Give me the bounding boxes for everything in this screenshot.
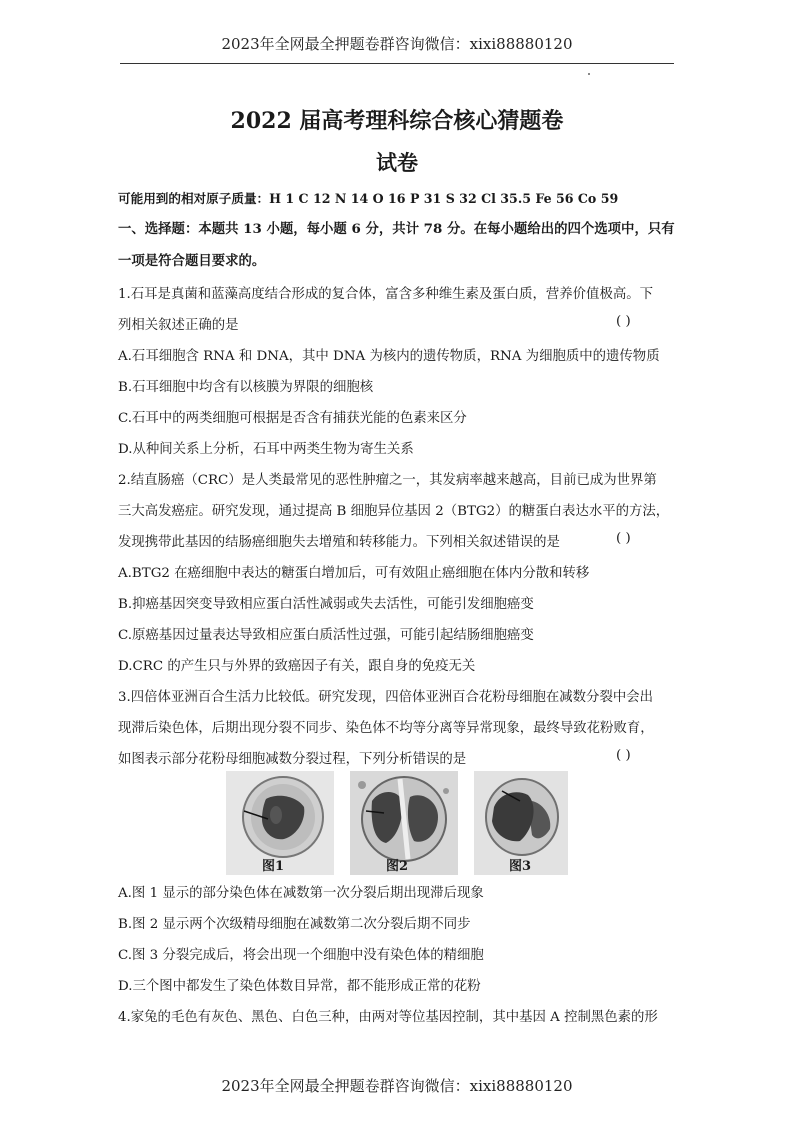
scan-speck bbox=[588, 73, 590, 75]
q3-answer-blank: ( ) bbox=[616, 748, 631, 763]
atomic-mass-line: 可能用到的相对原子质量：H 1 C 12 N 14 O 16 P 31 S 32 Cl 35.5 Fe 56 Co 59 bbox=[118, 191, 619, 206]
figure-1-caption: 图1 bbox=[262, 859, 285, 874]
figure-2-caption: 图2 bbox=[386, 859, 409, 874]
q2-option-b: B.抑癌基因突变导致相应蛋白活性减弱或失去活性，可能引发细胞癌变 bbox=[118, 597, 534, 612]
header-rule bbox=[120, 63, 674, 64]
q1-stem-line2: 列相关叙述正确的是 bbox=[118, 318, 239, 333]
q3-stem-line1: 3.四倍体亚洲百合生活力比较低。研究发现，四倍体亚洲百合花粉母细胞在减数分裂中会出 bbox=[118, 690, 654, 705]
exam-subtitle: 试卷 bbox=[376, 150, 418, 175]
q3-stem-line3: 如图表示部分花粉母细胞减数分裂过程，下列分析错误的是 bbox=[118, 752, 467, 767]
q2-option-a: A.BTG2 在癌细胞中表达的糖蛋白增加后，可有效阻止癌细胞在体内分散和转移 bbox=[118, 566, 590, 581]
q3-option-c: C.图 3 分裂完成后，将会出现一个细胞中没有染色体的精细胞 bbox=[118, 948, 484, 963]
q1-answer-blank: ( ) bbox=[616, 314, 631, 329]
q3-stem-line2: 现滞后染色体，后期出现分裂不同步、染色体不均等分离等异常现象，最终导致花粉败育， bbox=[118, 721, 654, 736]
q2-stem-line1: 2.结直肠癌（CRC）是人类最常见的恶性肿瘤之一，其发病率越来越高，目前已成为世界第 bbox=[118, 473, 657, 488]
q1-option-b: B.石耳细胞中均含有以核膜为界限的细胞核 bbox=[118, 380, 374, 395]
page-footer: 2023年全网最全押题卷群咨询微信：xixi88880120 bbox=[221, 1077, 573, 1095]
q2-option-d: D.CRC 的产生只与外界的致癌因子有关，跟自身的免疫无关 bbox=[118, 659, 476, 674]
q3-option-a: A.图 1 显示的部分染色体在减数第一次分裂后期出现滞后现象 bbox=[118, 886, 484, 901]
q3-option-d: D.三个图中都发生了染色体数目异常，都不能形成正常的花粉 bbox=[118, 979, 481, 994]
page-header: 2023年全网最全押题卷群咨询微信：xixi88880120 bbox=[221, 35, 573, 53]
figure-3-caption: 图3 bbox=[509, 859, 532, 874]
q2-option-c: C.原癌基因过量表达导致相应蛋白质活性过强，可能引起结肠细胞癌变 bbox=[118, 628, 534, 643]
q1-option-a: A.石耳细胞含 RNA 和 DNA，其中 DNA 为核内的遗传物质，RNA 为细胞质中的遗传物质 bbox=[118, 349, 660, 364]
exam-title: 2022 届高考理科综合核心猜题卷 bbox=[230, 108, 564, 134]
section-heading-line2: 一项是符合题目要求的。 bbox=[118, 253, 266, 269]
q4-stem-line1: 4.家兔的毛色有灰色、黑色、白色三种，由两对等位基因控制，其中基因 A 控制黑色素的形 bbox=[118, 1010, 658, 1025]
q1-option-c: C.石耳中的两类细胞可根据是否含有捕获光能的色素来区分 bbox=[118, 411, 467, 426]
q1-option-d: D.从种间关系上分析，石耳中两类生物为寄生关系 bbox=[118, 442, 414, 457]
q3-option-b: B.图 2 显示两个次级精母细胞在减数第二次分裂后期不同步 bbox=[118, 917, 471, 932]
q2-answer-blank: ( ) bbox=[616, 531, 631, 546]
q2-stem-line2: 三大高发癌症。研究发现，通过提高 B 细胞异位基因 2（BTG2）的糖蛋白表达水平的方法， bbox=[118, 504, 670, 519]
section-heading-line1: 一、选择题：本题共 13 小题，每小题 6 分，共计 78 分。在每小题给出的四个选项中，只有 bbox=[118, 221, 675, 237]
q1-stem-line1: 1.石耳是真菌和蓝藻高度结合形成的复合体，富含多种维生素及蛋白质，营养价值极高。下 bbox=[118, 287, 654, 302]
q2-stem-line3: 发现携带此基因的结肠癌细胞失去增殖和转移能力。下列相关叙述错误的是 bbox=[118, 535, 560, 550]
